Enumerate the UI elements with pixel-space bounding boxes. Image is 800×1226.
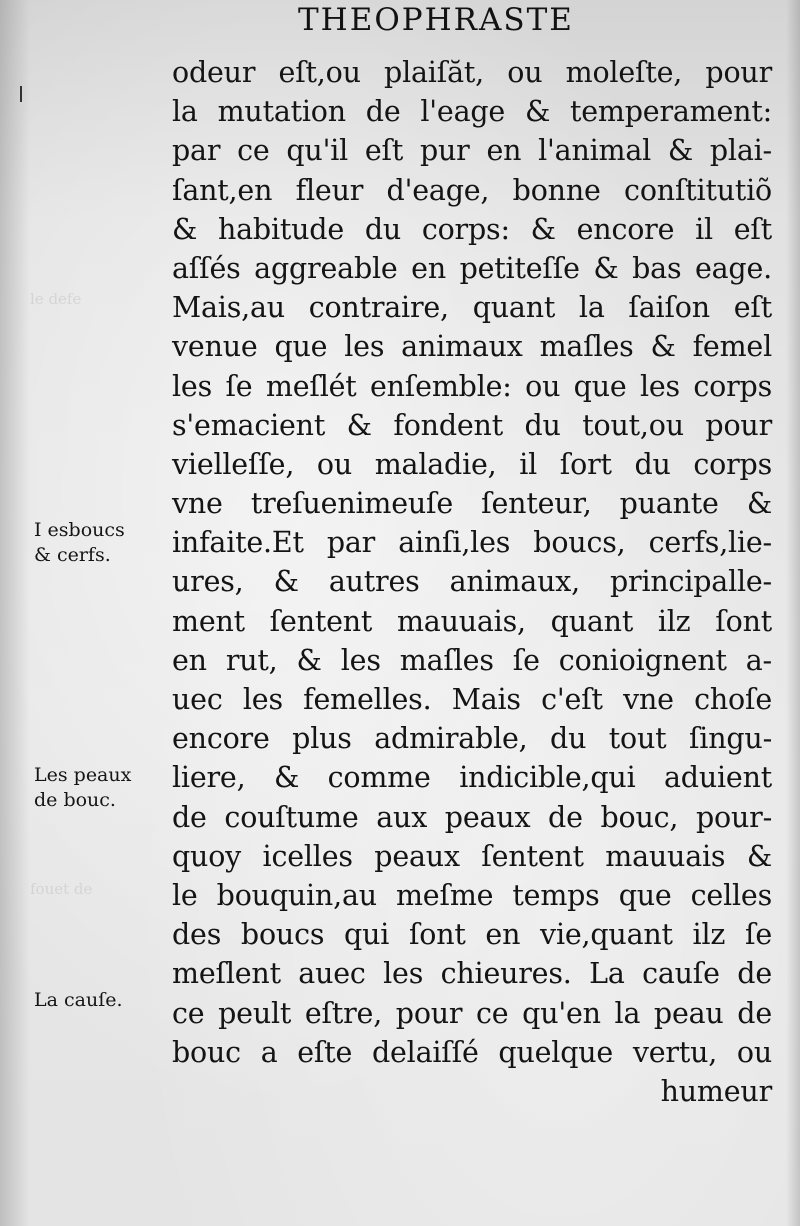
margin-note-line: de bouc. (34, 789, 116, 811)
text-line: ment ſentent mauuais, quant ilz ſont (172, 604, 772, 638)
text-line: ſant,en fleur d'eage, bonne conſtitutiõ (172, 173, 772, 207)
text-line: quoy icelles peaux ſentent mauuais & (172, 839, 772, 873)
running-head: THEOPHRASTE (298, 2, 574, 38)
text-line: aſſés aggreable en petiteſſe & bas eage. (172, 251, 772, 285)
show-through-text: le defe (30, 290, 82, 308)
text-line: par ce qu'il eſt pur en l'animal & plai- (172, 134, 772, 168)
margin-note-boucs (34, 518, 169, 568)
text-line: Mais,au contraire, quant la ſaiſon eſt (172, 291, 772, 325)
text-line: venue que les animaux maſles & femel (172, 330, 772, 364)
catchword: humeur (660, 1074, 772, 1108)
text-line: des boucs qui ſont en vie,quant ilz ſe (172, 918, 772, 952)
margin-note-line: I esboucs (34, 519, 125, 541)
text-line: ures, & autres animaux, principalle- (172, 565, 772, 599)
text-line: vielleſſe, ou maladie, il ſort du corps (172, 447, 772, 481)
margin-mark (20, 86, 22, 102)
text-line: s'emacient & fondent du tout,ou pour (172, 408, 772, 442)
text-line: les ſe meſlét enſemble: ou que les corps (172, 369, 772, 403)
text-line: vne treſuenimeuſe ſenteur, puante & (172, 487, 772, 521)
margin-note-line: & cerfs. (34, 544, 111, 566)
main-text-block (172, 53, 772, 1111)
text-line: bouc a eſte delaiſſé quelque vertu, ou (172, 1035, 772, 1069)
text-line: uec les femelles. Mais c'eſt vne choſe (172, 683, 772, 716)
margin-note-line: Les peaux (34, 764, 132, 786)
text-line: & habitude du corps: & encore il eſt (172, 212, 772, 246)
text-line: meſlent auec les chieures. La cauſe de (172, 957, 772, 991)
text-line: odeur eſt,ou plaiſăt, ou moleſte, pour (172, 56, 772, 89)
text-line: de couſtume aux peaux de bouc, pour- (172, 800, 772, 834)
text-line: ce peult eſtre, pour ce qu'en la peau de (172, 996, 772, 1030)
text-line: liere, & comme indicible,qui aduient (172, 761, 772, 795)
text-line: en rut, & les maſles ſe conioignent a- (172, 643, 772, 677)
margin-note-peaux (34, 763, 169, 813)
show-through-text: fouet de (30, 880, 93, 898)
text-line: infaite.Et par ainſi,les boucs, cerfs,lie- (172, 526, 772, 560)
text-line: encore plus admirable, du tout ſingu- (172, 722, 772, 756)
text-line: le bouquin,au meſme temps que celles (172, 878, 772, 912)
margin-note-cause (34, 988, 169, 1013)
text-line: la mutation de l'eage & temperament: (172, 95, 772, 129)
margin-note-line: La cauſe. (34, 989, 123, 1011)
